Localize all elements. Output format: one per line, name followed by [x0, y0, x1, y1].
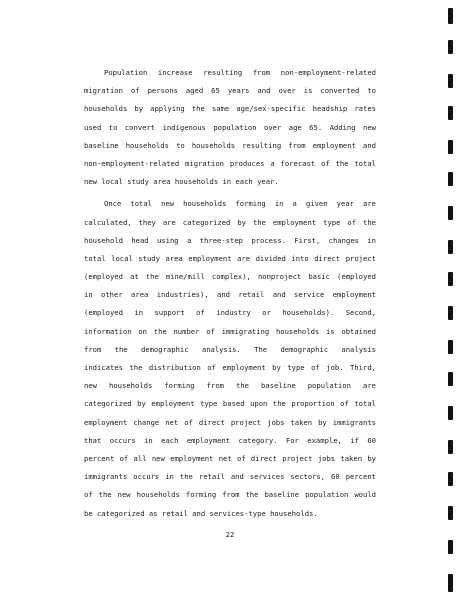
binding-mark: [448, 40, 453, 54]
binding-mark: [448, 472, 453, 486]
text-line: immigrants occurs in the retail and services sectors, 60 percent: [84, 472, 376, 482]
binding-mark: [448, 8, 453, 24]
text-line: in other area industries), and retail and service employment: [84, 290, 376, 300]
text-line: non-employment-related migration produces a forecast of the total: [84, 158, 376, 168]
text-line: new households forming from the baseline population are: [84, 381, 376, 391]
text-line: percent of all new employment net of direct project jobs taken by: [84, 453, 376, 463]
binding-mark: [448, 106, 453, 120]
text-line: household head using a three-step process. First, changes in: [84, 235, 376, 245]
text-line: be categorized as retail and services-type households.: [84, 508, 318, 518]
text-line: from the demographic analysis. The demographic analysis: [84, 344, 376, 354]
binding-mark: [448, 140, 453, 154]
binding-mark: [448, 540, 453, 554]
binding-mark: [448, 372, 453, 386]
binding-mark: [448, 172, 453, 186]
text-line: migration of persons aged 65 years and over is converted to: [84, 86, 376, 96]
text-line: calculated, they are categorized by the employment type of the: [84, 217, 376, 227]
text-line: total local study area employment are divided into direct project: [84, 253, 376, 263]
binding-mark: [448, 506, 453, 520]
binding-mark: [448, 272, 453, 286]
text-line: of the new households forming from the baseline population would: [84, 490, 376, 500]
page-number: 22: [225, 530, 235, 539]
text-line: baseline households to households resulting from employment and: [84, 140, 376, 150]
binding-mark: [448, 206, 453, 220]
text-line: (employed in support of industry or households). Second,: [84, 308, 376, 318]
text-line: that occurs in each employment category. For example, if 60: [84, 435, 376, 445]
text-line: employment change net of direct project jobs taken by immigrants: [84, 417, 376, 427]
binding-mark: [448, 406, 453, 420]
binding-edge-marks: [448, 0, 456, 600]
text-line: Once total new households forming in a given year are: [104, 199, 376, 209]
binding-mark: [448, 574, 453, 592]
text-line: used to convert indigenous population over age 65. Adding new: [84, 122, 376, 132]
binding-mark: [448, 340, 453, 354]
text-line: new local study area households in each year.: [84, 177, 279, 187]
text-line: households by applying the same age/sex-specific headship rates: [84, 104, 376, 114]
text-line: information on the number of immigrating households is obtained: [84, 326, 376, 336]
binding-mark: [448, 440, 453, 454]
text-line: (employed at the mine/mill complex), nonproject basic (employed: [84, 272, 376, 282]
text-line: categorized by employment type based upon the proportion of total: [84, 399, 376, 409]
binding-mark: [448, 306, 453, 320]
text-line: indicates the distribution of employment by type of job. Third,: [84, 363, 376, 372]
text-line: Population increase resulting from non-employment-related: [104, 68, 376, 77]
binding-mark: [448, 74, 453, 88]
binding-mark: [448, 240, 453, 254]
body-text: [84, 64, 376, 523]
